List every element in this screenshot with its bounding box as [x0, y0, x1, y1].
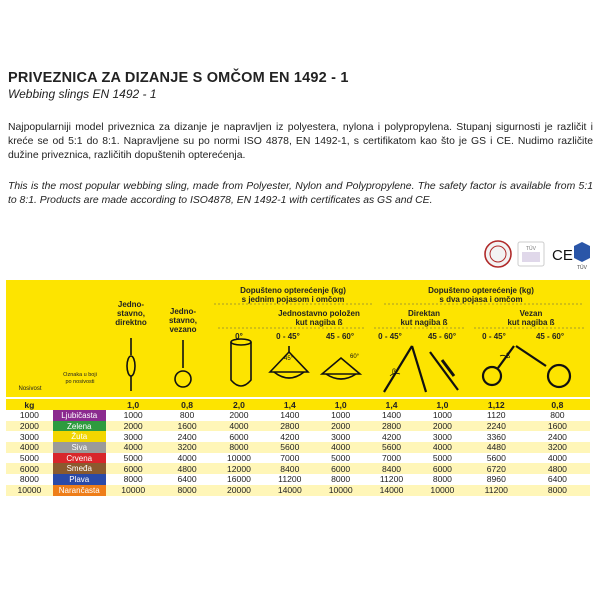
sling-two-leg-direct-60-icon [430, 352, 458, 390]
load-value-cell: 2240 [468, 421, 525, 432]
load-value-cell: 1000 [106, 410, 161, 421]
load-value-cell: 3200 [525, 442, 590, 453]
load-value-cell: 1120 [468, 410, 525, 421]
capacity-cell: 3000 [6, 431, 53, 442]
load-value-cell: 8000 [315, 474, 366, 485]
header-choked-1: Jedno- [169, 307, 197, 316]
capacity-cell: 4000 [6, 442, 53, 453]
load-value-cell: 4800 [161, 463, 214, 474]
angle-0-45-single: 0 - 45° [276, 332, 300, 341]
header-direct-double-1: Direktan [407, 309, 440, 318]
load-value-cell: 8960 [468, 474, 525, 485]
load-value-cell: 8000 [214, 442, 265, 453]
table-header-cell: 0,8 [161, 399, 214, 410]
header-choked-double-2: kut nagiba ß [507, 318, 555, 327]
load-value-cell: 14000 [264, 485, 315, 496]
load-value-cell: 5000 [106, 453, 161, 464]
sling-basket-60-icon [322, 358, 360, 379]
table-row [6, 463, 590, 474]
header-single-1: Dopušteno opterećenje (kg) [240, 286, 346, 295]
load-value-cell: 2400 [161, 431, 214, 442]
header-direct-3: direktno [115, 318, 147, 327]
intro-croatian: Najpopularniji model priveznica za dizanje je napravljen iz polyestera, nylona i polypropylena. Stupanj sigurnosti je različit i kreće se od 5:1 do 8:1. Napravljene su po normi ISO 4878, EN 1492-1, s certifikatom kao što je GS i CE. Nudimo različite dužine priveznica, različitih dopuštenih opterećenja. [8, 122, 593, 161]
load-value-cell: 800 [161, 410, 214, 421]
label-color-code-1: Oznaka u boji [63, 372, 97, 378]
ce-mark-icon [552, 247, 573, 264]
load-value-cell: 10000 [214, 453, 265, 464]
load-value-cell: 8000 [161, 485, 214, 496]
sling-drawings [6, 280, 590, 397]
load-value-cell: 4800 [525, 463, 590, 474]
load-value-cell: 4000 [417, 442, 468, 453]
capacity-cell: 2000 [6, 421, 53, 432]
header-direct-double-2: kut nagiba ß [400, 318, 448, 327]
load-value-cell: 20000 [214, 485, 265, 496]
table-row [6, 474, 590, 485]
color-code-cell: Narančasta [53, 485, 106, 496]
sling-choked-icon [175, 340, 191, 387]
load-value-cell: 11200 [468, 485, 525, 496]
table-row [6, 485, 590, 496]
load-value-cell: 1600 [525, 421, 590, 432]
page-subtitle: Webbing slings EN 1492 - 1 [8, 87, 157, 101]
table-header-cell [53, 399, 106, 410]
tuv-text: TÜV [526, 246, 536, 252]
load-value-cell: 8000 [417, 474, 468, 485]
load-value-cell: 3000 [106, 431, 161, 442]
angle-label-60: 60° [350, 354, 360, 360]
load-value-cell: 11200 [366, 474, 417, 485]
load-value-cell: 4000 [214, 421, 265, 432]
load-value-cell: 3000 [417, 431, 468, 442]
angle-0-45-direct: 0 - 45° [378, 332, 402, 341]
load-value-cell: 6000 [214, 431, 265, 442]
table-row [6, 431, 590, 442]
table-header-cell: 0,8 [525, 399, 590, 410]
load-value-cell: 6400 [525, 474, 590, 485]
table-header-cell: 1,4 [264, 399, 315, 410]
label-capacity: Nosivost [18, 386, 42, 392]
load-value-cell: 1000 [417, 410, 468, 421]
header-choked-3: vezano [169, 325, 197, 334]
table-header-cell: 1,0 [315, 399, 366, 410]
load-value-cell: 3000 [315, 431, 366, 442]
sling-two-leg-choked-45-icon [483, 346, 514, 385]
table-row [6, 453, 590, 464]
load-value-cell: 8400 [264, 463, 315, 474]
load-value-cell: 4200 [264, 431, 315, 442]
header-single-2: s jednim pojasom i omčom [241, 295, 345, 304]
table-row [6, 421, 590, 432]
sling-basket-vertical-icon [231, 339, 251, 386]
load-value-cell: 4000 [106, 442, 161, 453]
load-value-cell: 6000 [106, 463, 161, 474]
load-value-cell: 4000 [525, 453, 590, 464]
header-choked-2: stavno, [168, 316, 197, 325]
angle-45-60-direct: 45 - 60° [427, 332, 457, 341]
tuv-product-logo-icon [518, 242, 544, 266]
load-value-cell: 8400 [366, 463, 417, 474]
capacity-cell: 5000 [6, 453, 53, 464]
table-header-cell: 1,0 [106, 399, 161, 410]
sling-basket-45-icon [270, 346, 308, 378]
header-basket-2: kut nagiba ß [295, 318, 343, 327]
load-value-cell: 6400 [161, 474, 214, 485]
sling-two-leg-choked-60-icon [516, 346, 570, 387]
load-capacity-table [6, 399, 590, 496]
color-code-cell: Crvena [53, 453, 106, 464]
capacity-cell: 1000 [6, 410, 53, 421]
load-value-cell: 6000 [315, 463, 366, 474]
load-value-cell: 6000 [417, 463, 468, 474]
capacity-cell: 10000 [6, 485, 53, 496]
certification-logos [484, 236, 596, 272]
load-value-cell: 5600 [468, 453, 525, 464]
table-row [6, 442, 590, 453]
beta-label-direct: ß [392, 369, 397, 376]
load-value-cell: 2400 [525, 431, 590, 442]
load-value-cell: 4000 [315, 442, 366, 453]
load-value-cell: 800 [525, 410, 590, 421]
angle-45-60-choked: 45 - 60° [535, 332, 565, 341]
load-value-cell: 4000 [161, 453, 214, 464]
load-value-cell: 3200 [161, 442, 214, 453]
load-value-cell: 11200 [264, 474, 315, 485]
header-choked-double-1: Vezan [519, 309, 543, 318]
sling-direct-icon [127, 338, 135, 391]
load-value-cell: 7000 [264, 453, 315, 464]
load-value-cell: 2000 [106, 421, 161, 432]
tuv-badge-icon [574, 242, 590, 271]
load-value-cell: 3360 [468, 431, 525, 442]
page-title: PRIVEZNICA ZA DIZANJE S OMČOM EN 1492 - 1 [8, 70, 349, 86]
angle-label-45: 45° [284, 356, 294, 362]
load-value-cell: 1600 [161, 421, 214, 432]
label-color-code-2: po nosivosti [65, 379, 95, 385]
load-value-cell: 2800 [366, 421, 417, 432]
load-value-cell: 10000 [106, 485, 161, 496]
color-code-cell: Siva [53, 442, 106, 453]
capacity-cell: 8000 [6, 474, 53, 485]
header-double-2: s dva pojasa i omčom [439, 295, 523, 304]
ce-text: CE [552, 247, 573, 264]
header-double-1: Dopušteno opterećenje (kg) [428, 286, 534, 295]
color-code-cell: Smeđa [53, 463, 106, 474]
angle-0: 0° [235, 332, 243, 341]
load-value-cell: 2800 [264, 421, 315, 432]
load-value-cell: 10000 [315, 485, 366, 496]
load-value-cell: 7000 [366, 453, 417, 464]
load-value-cell: 8000 [525, 485, 590, 496]
load-value-cell: 6720 [468, 463, 525, 474]
capacity-cell: 6000 [6, 463, 53, 474]
table-header-cell: 1,0 [417, 399, 468, 410]
header-basket-1: Jednostavno položen [278, 309, 360, 318]
color-code-cell: Ljubičasta [53, 410, 106, 421]
tuv-badge-text: TÜV [577, 265, 587, 271]
table-header-cell: 1,12 [468, 399, 525, 410]
beta-label-choked: ß [506, 353, 511, 360]
color-code-cell: Žuta [53, 431, 106, 442]
load-value-cell: 2000 [315, 421, 366, 432]
load-value-cell: 1000 [315, 410, 366, 421]
load-value-cell: 5000 [315, 453, 366, 464]
color-code-cell: Zelena [53, 421, 106, 432]
tuv-logo-icon [485, 241, 511, 267]
table-header-cell: 1,4 [366, 399, 417, 410]
angle-0-45-choked: 0 - 45° [482, 332, 506, 341]
load-value-cell: 16000 [214, 474, 265, 485]
load-value-cell: 12000 [214, 463, 265, 474]
color-code-cell: Plava [53, 474, 106, 485]
load-value-cell: 4200 [366, 431, 417, 442]
sling-two-leg-direct-45-icon [384, 346, 426, 392]
angle-45-60-single: 45 - 60° [325, 332, 355, 341]
load-value-cell: 2000 [417, 421, 468, 432]
header-direct-1: Jedno- [117, 300, 145, 309]
load-value-cell: 1400 [264, 410, 315, 421]
table-row [6, 410, 590, 421]
table-header-cell: kg [6, 399, 53, 410]
load-value-cell: 14000 [366, 485, 417, 496]
load-value-cell: 5600 [366, 442, 417, 453]
load-value-cell: 1400 [366, 410, 417, 421]
table-header-cell: 2,0 [214, 399, 265, 410]
load-value-cell: 5600 [264, 442, 315, 453]
intro-english: This is the most popular webbing sling, made from Polyester, Nylon and Polypropylene. The safety factor is available from 5:1 to 8:1. Products are made according to ISO4878, EN 1492-1 with certificates as GS and CE. [8, 181, 593, 206]
load-value-cell: 8000 [106, 474, 161, 485]
table-header-row [6, 399, 590, 410]
header-direct-2: stavno, [116, 309, 145, 318]
load-value-cell: 4480 [468, 442, 525, 453]
sling-diagram-panel [6, 280, 590, 397]
load-value-cell: 2000 [214, 410, 265, 421]
load-value-cell: 10000 [417, 485, 468, 496]
load-value-cell: 5000 [417, 453, 468, 464]
